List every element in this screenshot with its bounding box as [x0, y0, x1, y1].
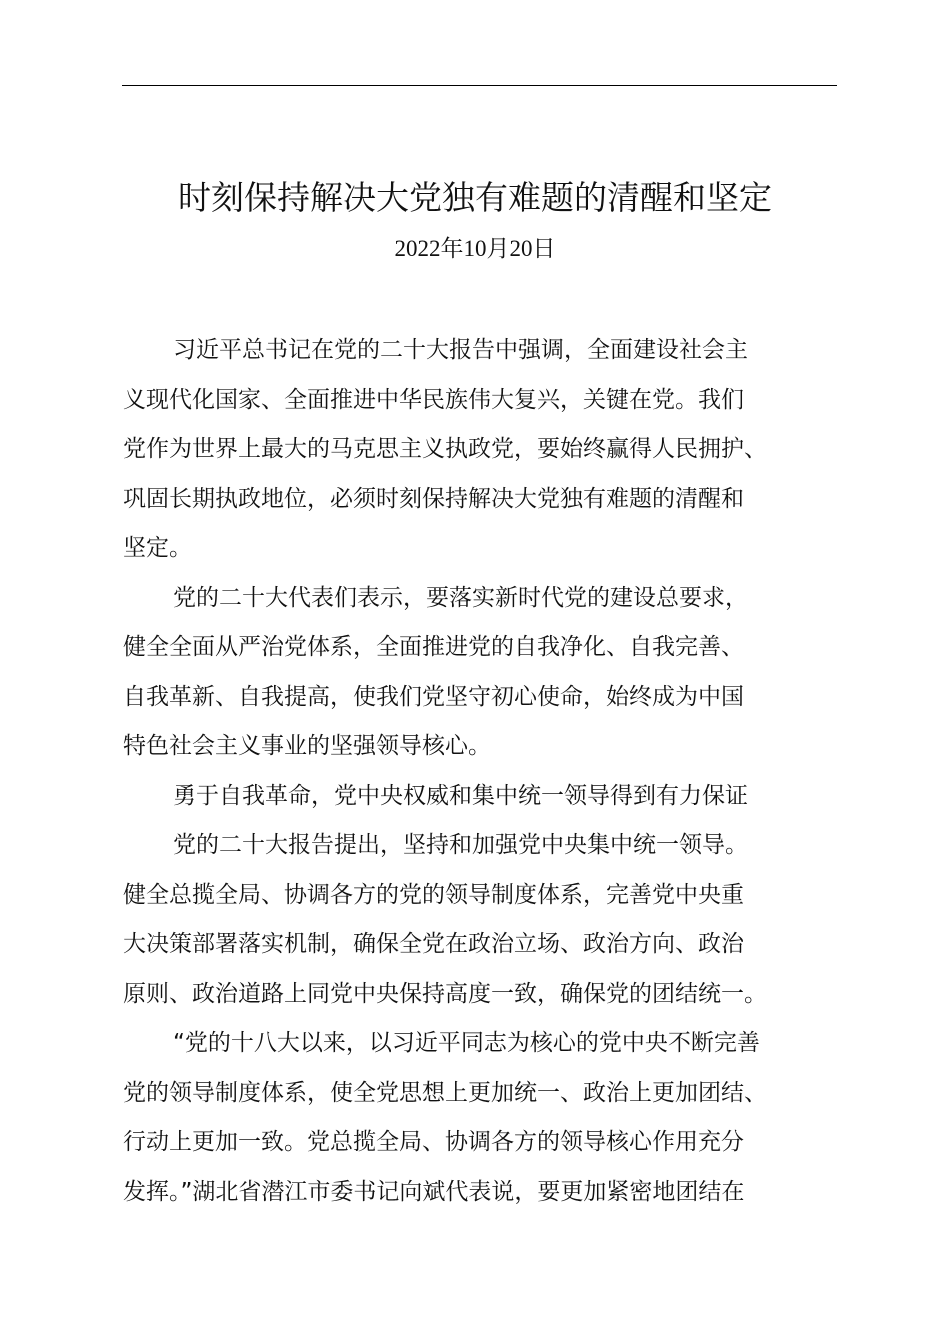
header-rule [122, 85, 837, 86]
paragraph [123, 574, 833, 772]
text-line: 党作为世界上最大的马克思主义执政党，要始终赢得人民拥护、 [123, 436, 767, 462]
text-line: 特色社会主义事业的坚强领导核心。 [123, 733, 491, 759]
text-line: 党的二十大报告提出，坚持和加强党中央集中统一领导。 [173, 832, 748, 858]
paragraph [123, 326, 833, 574]
text-line: 义现代化国家、全面推进中华民族伟大复兴，关键在党。我们 [123, 386, 744, 413]
text-line: 坚定。 [123, 535, 192, 561]
text-line: 健全总揽全局、协调各方的党的领导制度体系，完善党中央重 [123, 881, 744, 908]
text-line: 勇于自我革命，党中央权威和集中统一领导得到有力保证 [173, 782, 748, 809]
text-line: 行动上更加一致。党总揽全局、协调各方的领导核心作用充分 [123, 1129, 744, 1155]
text-line: “党的十八大以来，以习近平同志为核心的党中央不断完善 [173, 1030, 760, 1056]
article-title: 时刻保持解决大党独有难题的清醒和坚定 [178, 178, 772, 217]
text-line: 原则、政治道路上同党中央保持高度一致，确保党的团结统一。 [123, 980, 767, 1007]
text-line: 习近平总书记在党的二十大报告中强调，全面建设社会主 [173, 337, 748, 363]
text-line: 党的二十大代表们表示，要落实新时代党的建设总要求， [173, 584, 748, 611]
text-line: 巩固长期执政地位，必须时刻保持解决大党独有难题的清醒和 [123, 485, 744, 512]
text-line: 健全全面从严治党体系，全面推进党的自我净化、自我完善、 [123, 634, 744, 660]
text-line: 发挥。”湖北省潜江市委书记向斌代表说，要更加紧密地团结在 [123, 1178, 745, 1205]
article-body [123, 326, 833, 1217]
paragraph [123, 821, 833, 1019]
text-line: 大决策部署落实机制，确保全党在政治立场、政治方向、政治 [123, 931, 744, 957]
article-date: 2022年10月20日 [394, 236, 556, 261]
section-heading [123, 772, 833, 822]
text-line: 党的领导制度体系，使全党思想上更加统一、政治上更加团结、 [123, 1079, 767, 1106]
paragraph [123, 1019, 833, 1217]
text-line: 自我革新、自我提高，使我们党坚守初心使命，始终成为中国 [123, 683, 744, 710]
